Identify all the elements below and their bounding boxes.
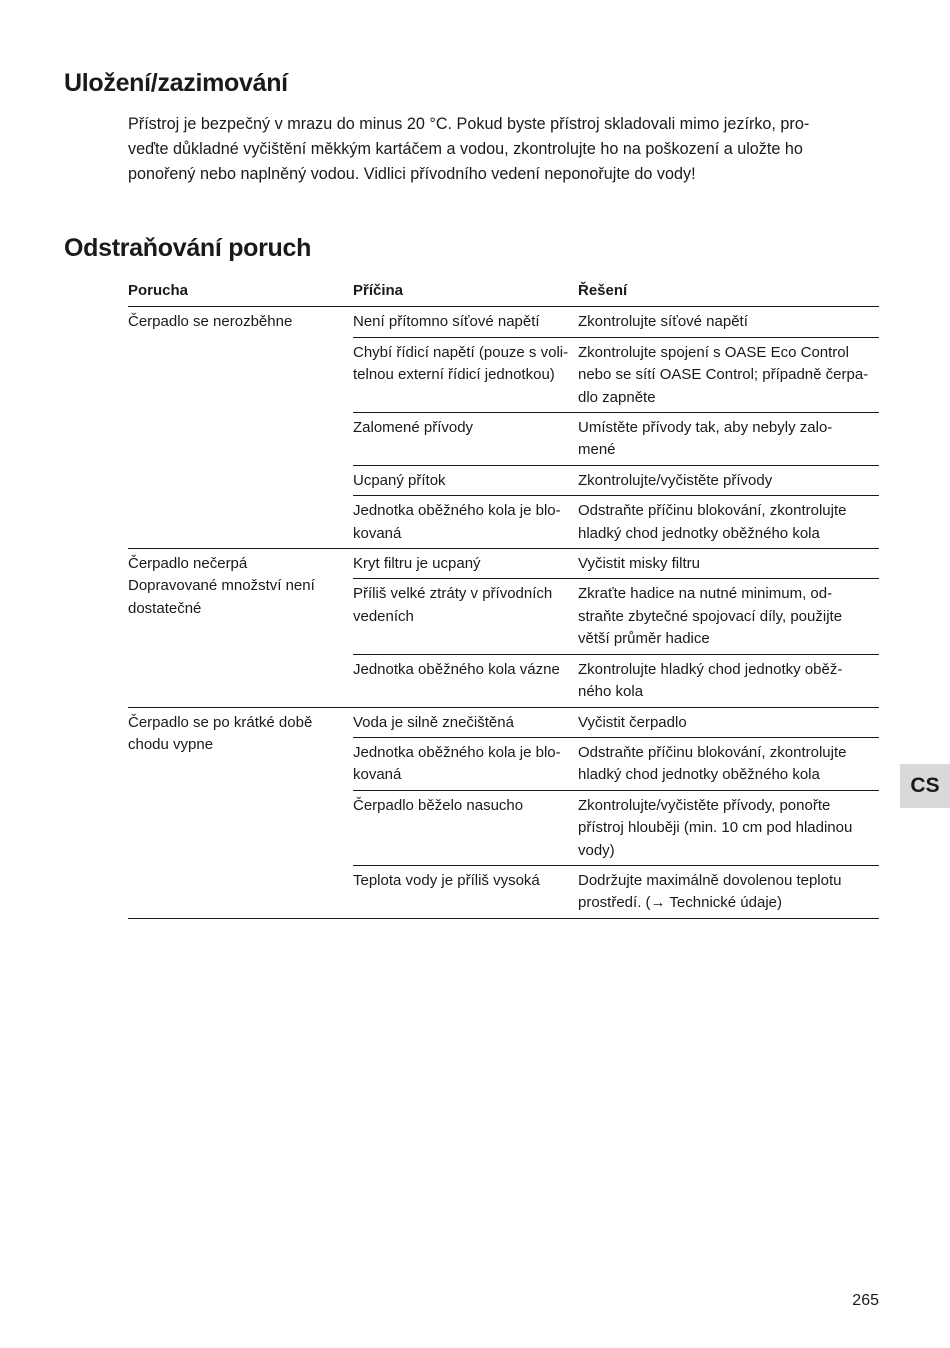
storage-heading: Uložení/zazimování — [64, 69, 288, 97]
cause-cell — [353, 865, 578, 918]
table-row — [128, 307, 879, 337]
remedy-text: nebo se sítí OASE Control; případně čerpa- — [578, 366, 869, 384]
remedy-text: Odstraňte příčinu blokování, zkontrolujte — [578, 502, 847, 520]
header-cause: Příčina — [353, 277, 578, 307]
remedy-text: Zkontrolujte/vyčistěte přívody, ponořte — [578, 796, 831, 814]
remedy-cell — [578, 707, 879, 737]
table-row — [128, 707, 879, 737]
cause-text: Kryt filtru je ucpaný — [353, 555, 481, 573]
table-row — [128, 549, 879, 579]
cause-text: Jednotka oběžného kola je blo- — [353, 502, 561, 520]
remedy-text: hladký chod jednotky oběžného kola — [578, 524, 820, 542]
storage-line: Přístroj je bezpečný v mrazu do minus 20 °C. Pokud byste přístroj skladovali mimo jezírko, pro- — [128, 115, 810, 133]
page-number: 265 — [852, 1292, 879, 1309]
storage-line: ponořený nebo naplněný vodou. Vidlici přívodního vedení neponořujte do vody! — [128, 165, 696, 183]
remedy-text: Vyčistit čerpadlo — [578, 713, 687, 731]
remedy-cell — [578, 307, 879, 337]
cause-cell — [353, 654, 578, 707]
remedy-cell — [578, 654, 879, 707]
cause-cell — [353, 737, 578, 790]
fault-text: Čerpadlo se po krátké době — [128, 713, 313, 731]
storage-paragraph — [128, 112, 868, 187]
cause-text: Voda je silně znečištěná — [353, 713, 514, 731]
remedy-text: Dodržujte maximálně dovolenou teplotu — [578, 871, 842, 889]
remedy-text: přístroj hlouběji (min. 10 cm pod hladinou — [578, 819, 853, 837]
remedy-text: Vyčistit misky filtru — [578, 555, 700, 573]
remedy-cell — [578, 496, 879, 549]
cause-text: telnou externí řídicí jednotkou) — [353, 366, 555, 384]
storage-line: veďte důkladné vyčištění měkkým kartáčem a vodou, zkontrolujte ho na poškození a uložte ho — [128, 140, 803, 158]
cause-text: Ucpaný přítok — [353, 471, 446, 489]
remedy-text: Zkontrolujte/vyčistěte přívody — [578, 471, 773, 489]
header-remedy: Řešení — [578, 277, 879, 307]
remedy-text: Odstraňte příčinu blokování, zkontrolujte — [578, 743, 847, 761]
remedy-text: Umístěte přívody tak, aby nebyly zalo- — [578, 419, 833, 437]
remedy-cell — [578, 865, 879, 918]
cause-cell — [353, 579, 578, 654]
remedy-text: větší průměr hadice — [578, 630, 710, 648]
cause-text: Chybí řídicí napětí (pouze s voli- — [353, 343, 569, 361]
remedy-cell — [578, 413, 879, 466]
remedy-text: dlo zapněte — [578, 388, 656, 406]
language-tab: CS — [900, 764, 950, 808]
cause-cell — [353, 790, 578, 865]
remedy-text: Zkontrolujte spojení s OASE Eco Control — [578, 343, 849, 361]
cause-text: vedeních — [353, 607, 414, 625]
cause-cell — [353, 549, 578, 579]
remedy-cell — [578, 465, 879, 495]
remedy-text: mené — [578, 441, 616, 459]
fault-text: dostatečné — [128, 599, 202, 617]
cause-cell — [353, 707, 578, 737]
table-body — [128, 307, 879, 918]
troubleshooting-heading: Odstraňování poruch — [64, 234, 312, 262]
remedy-text: Zkraťte hadice na nutné minimum, od- — [578, 585, 833, 603]
remedy-text: ného kola — [578, 683, 644, 701]
cause-cell — [353, 337, 578, 412]
troubleshooting-table — [128, 277, 879, 919]
cause-text: kovaná — [353, 524, 402, 542]
cause-text: Čerpadlo běželo nasucho — [353, 796, 524, 814]
cause-text: Příliš velké ztráty v přívodních — [353, 585, 553, 603]
fault-text: Čerpadlo nečerpá — [128, 555, 248, 573]
remedy-cell — [578, 737, 879, 790]
cause-text: Zalomené přívody — [353, 419, 474, 437]
remedy-cell — [578, 549, 879, 579]
remedy-cell — [578, 790, 879, 865]
cause-cell — [353, 413, 578, 466]
cause-text: kovaná — [353, 766, 402, 784]
fault-cell — [128, 707, 353, 918]
cause-cell — [353, 465, 578, 495]
cause-text: Teplota vody je příliš vysoká — [353, 871, 540, 889]
cause-text: Není přítomno síťové napětí — [353, 313, 540, 331]
remedy-text: straňte zbytečné spojovací díly, použijte — [578, 607, 843, 625]
cause-text: Jednotka oběžného kola je blo- — [353, 743, 561, 761]
fault-cell — [128, 549, 353, 707]
remedy-text: prostředí. (→ Technické údaje) — [578, 894, 782, 912]
table-header-row — [128, 277, 879, 307]
remedy-cell — [578, 337, 879, 412]
cause-cell — [353, 307, 578, 337]
fault-text: chodu vypne — [128, 735, 214, 753]
fault-text: Dopravované množství není — [128, 577, 315, 595]
remedy-text: Zkontrolujte hladký chod jednotky oběž- — [578, 660, 843, 678]
remedy-text: vody) — [578, 841, 615, 859]
remedy-text: Zkontrolujte síťové napětí — [578, 313, 748, 331]
cause-cell — [353, 496, 578, 549]
remedy-cell — [578, 579, 879, 654]
remedy-text: hladký chod jednotky oběžného kola — [578, 766, 820, 784]
header-fault: Porucha — [128, 277, 353, 307]
fault-text: Čerpadlo se nerozběhne — [128, 313, 293, 331]
fault-cell — [128, 307, 353, 549]
cause-text: Jednotka oběžného kola vázne — [353, 660, 560, 678]
